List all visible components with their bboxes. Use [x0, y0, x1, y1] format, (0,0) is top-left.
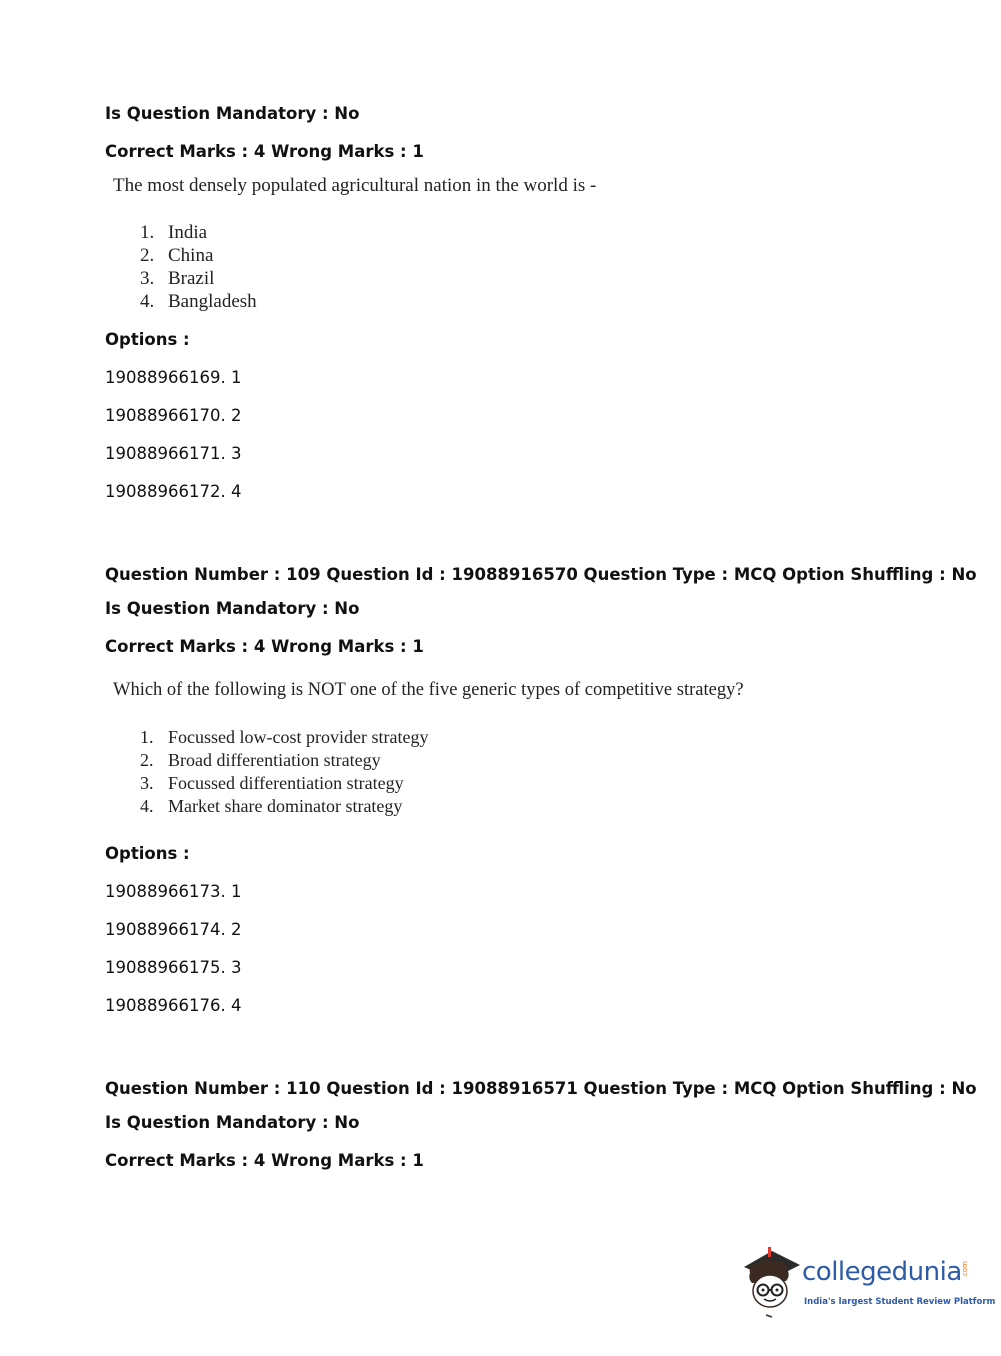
logo-tagline: India's largest Student Review Platform [804, 1297, 996, 1307]
option-id: 19088966171. 3 [105, 444, 242, 463]
answer-choices [140, 726, 428, 818]
option-id: 19088966169. 1 [105, 368, 242, 387]
options-label: Options : [105, 844, 190, 863]
choice-item: 1. Focussed low-cost provider strategy [140, 727, 429, 747]
choice-item: 3. Brazil [140, 268, 215, 289]
choice-item: 4. Market share dominator strategy [140, 796, 403, 816]
question-mandatory: Is Question Mandatory : No [105, 599, 360, 618]
question-marks: Correct Marks : 4 Wrong Marks : 1 [105, 142, 424, 161]
answer-choices [140, 221, 257, 313]
choice-item: 4. Bangladesh [140, 291, 257, 312]
question-marks: Correct Marks : 4 Wrong Marks : 1 [105, 637, 424, 656]
question-header: Question Number : 109 Question Id : 19088916570 Question Type : MCQ Option Shuffling : No [105, 565, 977, 584]
option-id: 19088966170. 2 [105, 406, 242, 425]
question-mandatory: Is Question Mandatory : No [105, 104, 360, 123]
choice-item: 2. Broad differentiation strategy [140, 750, 381, 770]
question-mandatory: Is Question Mandatory : No [105, 1113, 360, 1132]
logo-com-suffix: .com [961, 1261, 969, 1279]
options-label: Options : [105, 330, 190, 349]
choice-item: 1. India [140, 222, 208, 243]
question-header: Question Number : 110 Question Id : 19088916571 Question Type : MCQ Option Shuffling : No [105, 1079, 977, 1098]
question-text: Which of the following is NOT one of the five generic types of competitive strategy? [113, 680, 744, 700]
option-id: 19088966174. 2 [105, 920, 242, 939]
option-id: 19088966175. 3 [105, 958, 242, 977]
question-marks: Correct Marks : 4 Wrong Marks : 1 [105, 1151, 424, 1170]
option-id: 19088966176. 4 [105, 996, 242, 1015]
collegedunia-logo [740, 1245, 996, 1320]
choice-item: 2. China [140, 245, 214, 266]
logo-wordmark: collegedunia [802, 1257, 962, 1287]
choice-item: 3. Focussed differentiation strategy [140, 773, 404, 793]
option-id: 19088966173. 1 [105, 882, 242, 901]
question-text: The most densely populated agricultural nation in the world is - [113, 175, 597, 196]
mascot-icon [740, 1245, 802, 1320]
option-id: 19088966172. 4 [105, 482, 242, 501]
